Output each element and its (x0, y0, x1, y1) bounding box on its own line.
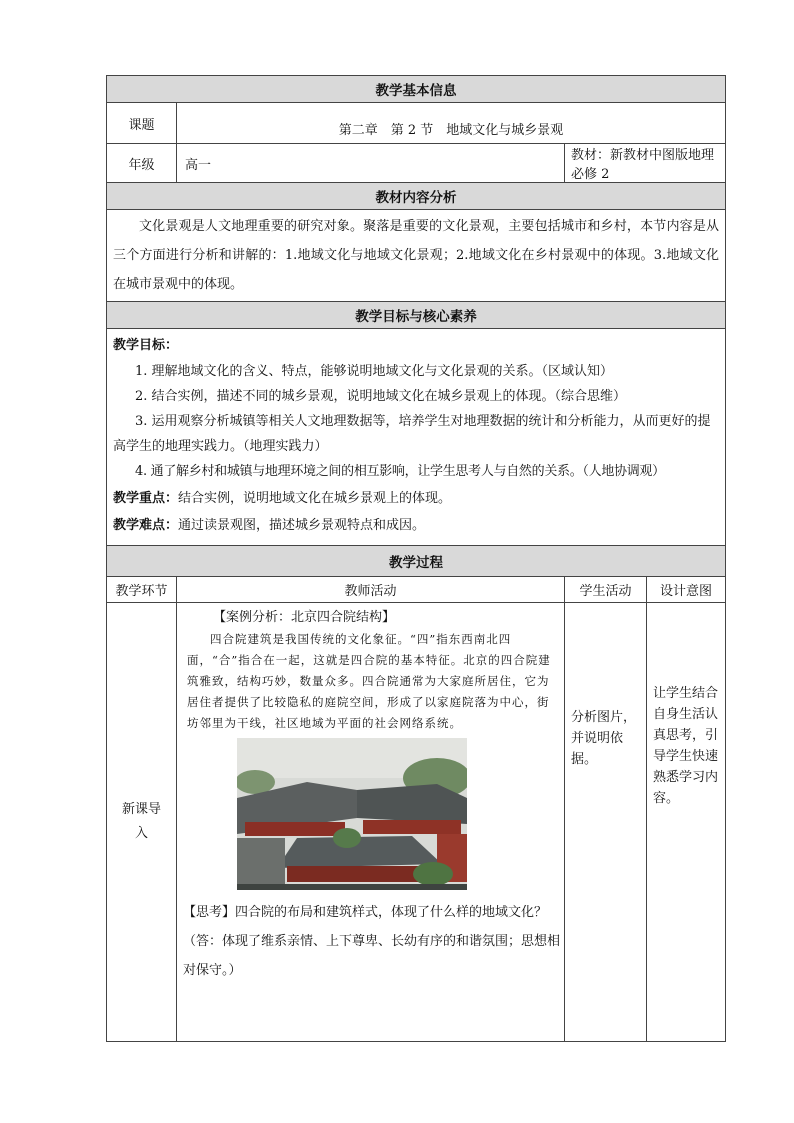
case-text: 四合院建筑是我国传统的文化象征。“四”指东西南北四面，“合”指合在一起，这就是四合院的基本特征。北京的四合院建筑雅致，结构巧妙，数量众多。四合院通常为大家庭所居住，它为居住者提供了比较隐私的庭院空间，形成了以家庭院落为中心，街坊邻里为干线，社区地域为平面的社会网络系统。 (187, 632, 551, 730)
think-label: 【思考】 (183, 905, 236, 920)
stage-cell: 新课导入 (107, 603, 177, 1042)
goals-label: 教学目标： (113, 338, 179, 353)
topic-value: 第二章 第 2 节 地域文化与城乡景观 (177, 103, 726, 144)
col-stage-header: 教学环节 (107, 577, 177, 603)
teacher-activity (177, 603, 565, 1042)
key-point-text: 结合实例，说明地域文化在城乡景观上的体现。 (178, 491, 452, 506)
col-teacher-header: 教师活动 (177, 577, 565, 603)
col-design-header: 设计意图 (647, 577, 726, 603)
key-point (107, 484, 725, 513)
grade-value: 高一 (177, 144, 565, 183)
student-activity: 分析图片，并说明依据。 (565, 603, 647, 1042)
col-student-header: 学生活动 (565, 577, 647, 603)
process-header: 教学过程 (107, 546, 726, 577)
analysis-header: 教材内容分析 (107, 183, 726, 210)
textbook-value: 教材：新教材中图版地理 必修 2 (565, 144, 726, 183)
goal-item-3: 3. 运用观察分析城镇等相关人文地理数据等，培养学生对地理数据的统计和分析能力，从而更好的提高学生的地理实践力。（地理实践力） (113, 414, 711, 454)
goal-item-1: 1. 理解地域文化的含义、特点，能够说明地域文化与文化景观的关系。（区域认知） (135, 364, 614, 379)
difficulty-point (107, 513, 725, 539)
key-point-label: 教学重点： (113, 491, 179, 506)
think-question (177, 890, 564, 985)
goal-item-4: 4. 通了解乡村和城镇与地理环境之间的相互影响，让学生思考人与自然的关系。（人地协调观） (135, 464, 665, 479)
lesson-plan-table (106, 75, 726, 1042)
difficulty-text: 通过读景观图，描述城乡景观特点和成因。 (178, 518, 426, 533)
difficulty-label: 教学难点： (113, 518, 179, 533)
think-text: 四合院的布局和建筑样式，体现了什么样的地域文化？（答：体现了维系亲情、上下尊卑、长幼有序的和谐氛围；思想相对保守。） (183, 905, 561, 978)
case-title: 【案例分析：北京四合院结构】 (213, 610, 396, 625)
grade-label: 年级 (107, 144, 177, 183)
design-intent: 让学生结合自身生活认真思考，引导学生快速熟悉学习内容。 (647, 603, 726, 1042)
topic-label: 课题 (107, 103, 177, 144)
lesson-plan (106, 75, 725, 1042)
courtyard-photo (237, 738, 467, 890)
analysis-text: 文化景观是人文地理重要的研究对象。聚落是重要的文化景观，主要包括城市和乡村，本节内容是从三个方面进行分析和讲解的：1.地域文化与地域文化景观；2.地域文化在乡村景观中的体现。3.地域文化在城市景观中的体现。 (107, 210, 726, 302)
goal-item-2: 2. 结合实例，描述不同的城乡景观，说明地域文化在城乡景观上的体现。（综合思维） (135, 389, 627, 404)
basic-info-header: 教学基本信息 (107, 76, 726, 103)
goals-block (107, 329, 726, 546)
goals-header: 教学目标与核心素养 (107, 302, 726, 329)
